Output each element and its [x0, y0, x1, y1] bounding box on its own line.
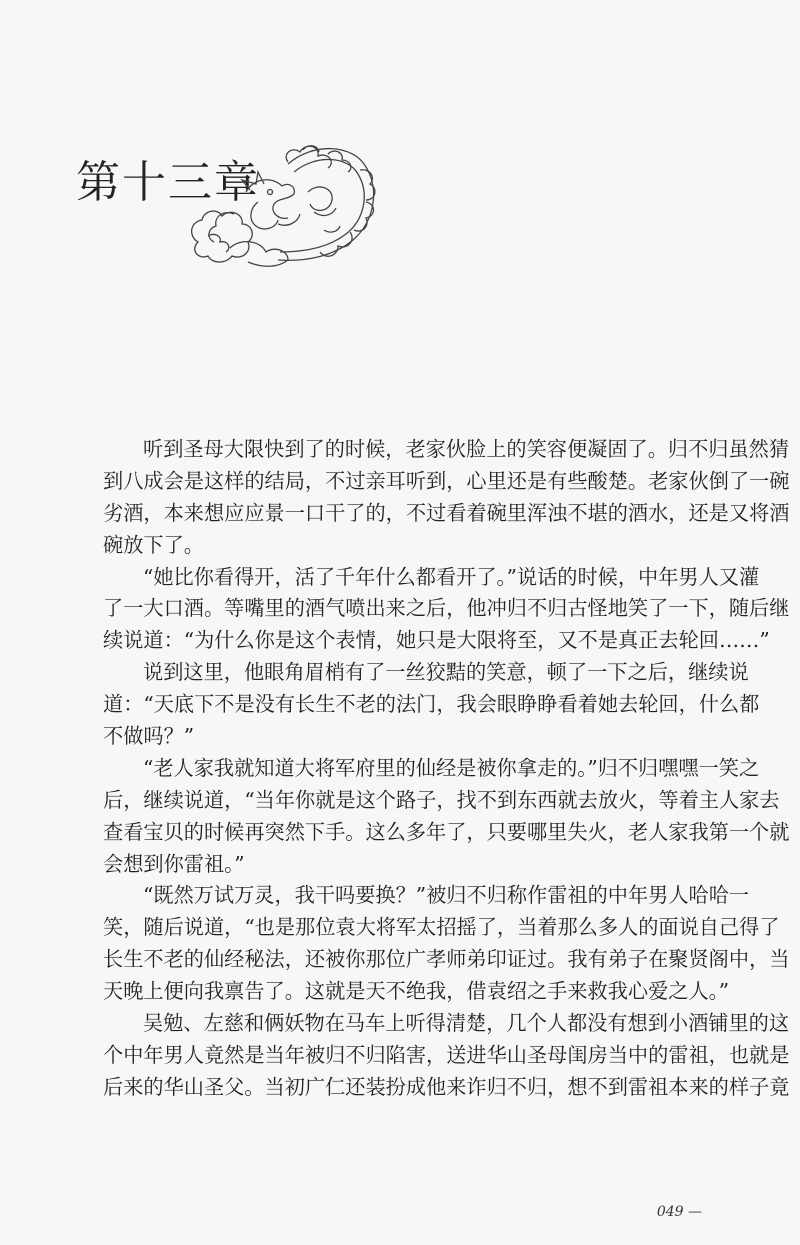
text-line: 不做吗？” [103, 724, 195, 749]
text-line: “既然万试万灵，我干吗要换？”被归不归称作雷祖的中年男人哈哈一 [143, 883, 750, 908]
text-line: “她比你看得开，活了千年什么都看开了。”说话的时候，中年男人又灌 [143, 564, 760, 589]
text-line: 天晚上便向我禀告了。这就是天不绝我，借袁绍之手来救我心爱之人。” [103, 979, 730, 1004]
text-line: 道：“天底下不是没有长生不老的法门，我会眼睁睁看着她去轮回，什么都 [103, 692, 760, 717]
text-line: 续说道：“为什么你是这个表情，她只是大限将至，又不是真正去轮回……” [103, 628, 770, 653]
text-line: “老人家我就知道大将军府里的仙经是被你拿走的。”归不归嘿嘿一笑之 [143, 755, 760, 780]
text-line: 会想到你雷祖。” [103, 851, 245, 876]
dragon-cloud-ornament-icon [138, 132, 398, 292]
text-line: 后来的华山圣父。当初广仁还装扮成他来诈归不归，想不到雷祖本来的样子竟 [103, 1074, 790, 1099]
page-number: 049 — [656, 1204, 702, 1220]
text-line: 劣酒，本来想应应景一口干了的，不过看着碗里浑浊不堪的酒水，还是又将酒 [103, 500, 790, 525]
text-line: 听到圣母大限快到了的时候，老家伙脸上的笑容便凝固了。归不归虽然猜 [143, 437, 790, 461]
text-line: 后，继续说道，“当年你就是这个路子，找不到东西就去放火，等着主人家去 [103, 787, 780, 812]
chapter-body [103, 434, 790, 1104]
text-line: 长生不老的仙经秘法，还被你那位广孝师弟印证过。我有弟子在聚贤阁中，当 [103, 947, 790, 972]
text-line: 了一大口酒。等嘴里的酒气喷出来之后，他冲归不归古怪地笑了一下，随后继 [103, 596, 790, 621]
text-line: 碗放下了。 [103, 532, 204, 557]
text-line: 说到这里，他眼角眉梢有了一丝狡黠的笑意，顿了一下之后，继续说 [143, 660, 749, 685]
chapter-title: 第十三章 [76, 157, 260, 208]
text-line: 到八成会是这样的结局，不过亲耳听到，心里还是有些酸楚。老家伙倒了一碗 [103, 468, 790, 493]
text-line: 吴勉、左慈和俩妖物在马车上听得清楚，几个人都没有想到小酒铺里的这 [143, 1011, 790, 1036]
text-line: 笑，随后说道，“也是那位袁大将军太招摇了，当着那么多人的面说自己得了 [103, 915, 780, 940]
text-line: 查看宝贝的时候再突然下手。这么多年了，只要哪里失火，老人家我第一个就 [103, 819, 790, 844]
text-line: 个中年男人竟然是当年被归不归陷害，送进华山圣母闺房当中的雷祖，也就是 [103, 1042, 790, 1067]
